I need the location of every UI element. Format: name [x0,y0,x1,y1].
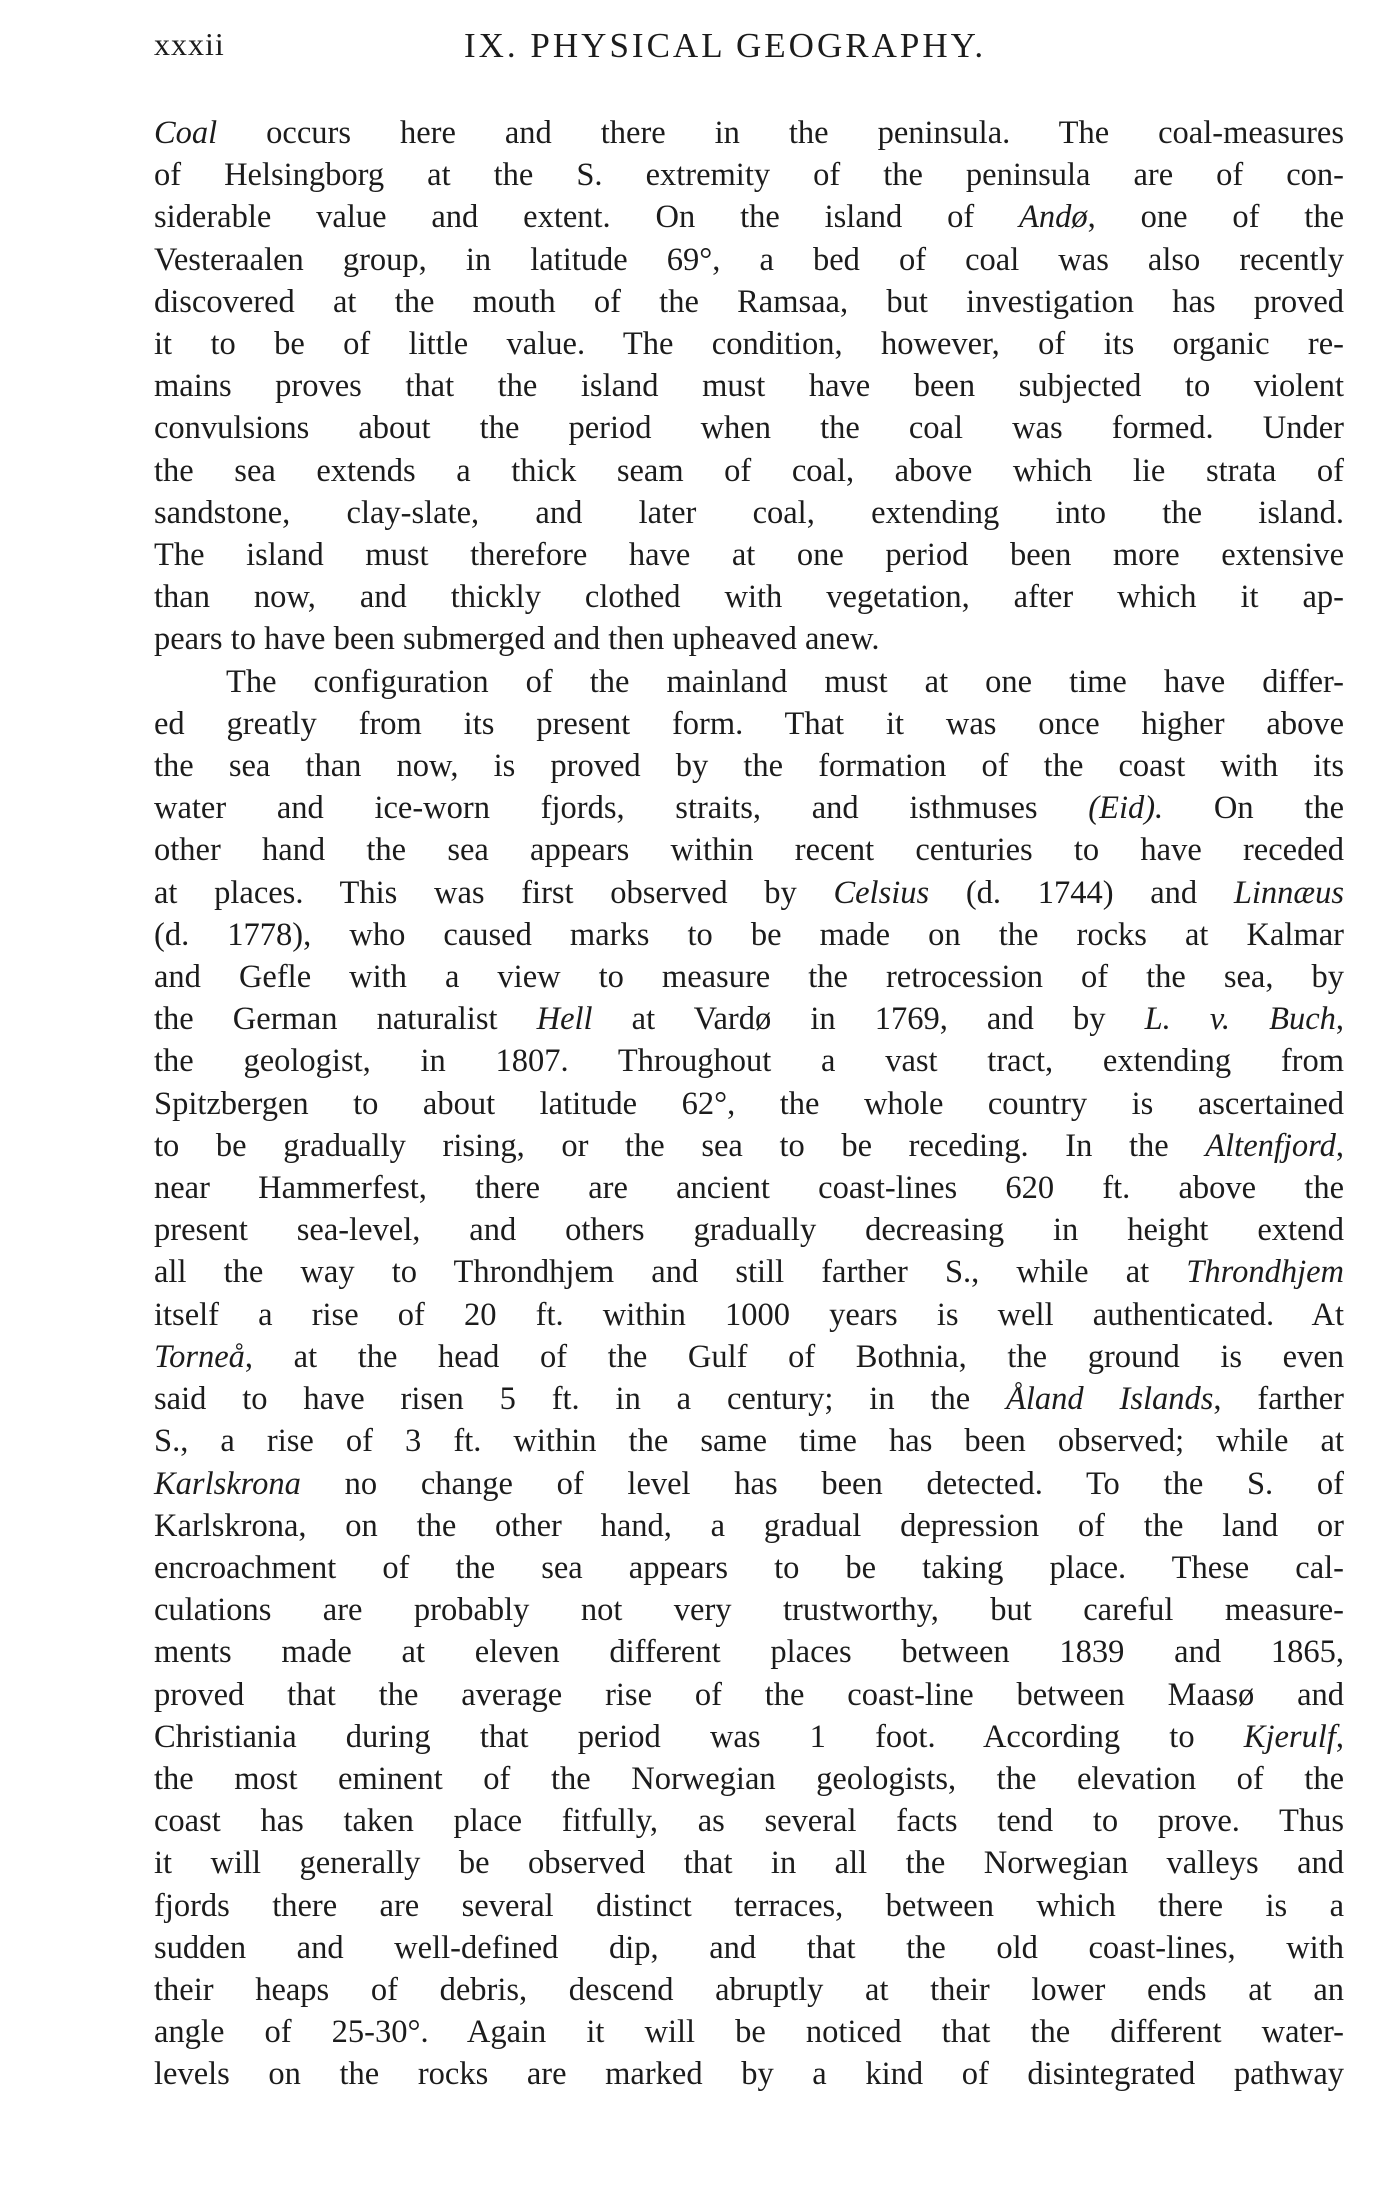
text-run: The configuration of the mainland must at one time have differ- [226,663,1344,700]
text-line [154,407,1344,449]
text-line [154,661,1344,703]
text-line [154,829,1344,871]
text-line [154,1125,1344,1167]
italic-term: L. v. Buch [1144,1001,1336,1038]
text-run: On the [1163,790,1344,827]
text-line [154,618,1344,660]
text-run: (d. 1744) and [929,874,1234,911]
text-line [154,872,1344,914]
text-line [154,1547,1344,1589]
italic-term: Torneå [154,1338,245,1375]
text-line [154,1251,1344,1293]
text-run: ed greatly from its present form. That it was once higher above [154,705,1344,742]
text-line [154,2011,1344,2053]
text-run: than now, and thickly clothed with vegetation, after which it ap- [154,579,1344,616]
text-run: the sea extends a thick seam of coal, above which lie strata of [154,452,1344,489]
text-line [154,365,1344,407]
text-line [154,703,1344,745]
text-run: itself a rise of 20 ft. within 1000 years is well authenticated. At [154,1296,1344,1333]
text-run: proved that the average rise of the coast-line between Maasø and [154,1676,1344,1713]
text-run: no change of level has been detected. To the S. of [300,1465,1344,1502]
running-title: IX. PHYSICAL GEOGRAPHY. [464,26,987,65]
italic-term: Linnæus [1233,874,1344,911]
text-line [154,1969,1344,2011]
text-run: their heaps of debris, descend abruptly at their lower ends at an [154,1971,1344,2008]
text-run: it to be of little value. The condition, however, of its organic re- [154,326,1344,363]
text-run: angle of 25-30°. Again it will be noticed that the different water- [154,2014,1344,2051]
text-run: near Hammerfest, there are ancient coast-lines 620 ft. above the [154,1170,1344,1207]
italic-term: Kjerulf [1243,1718,1336,1755]
text-run: other hand the sea appears within recent centuries to have receded [154,832,1344,869]
text-line [154,281,1344,323]
text-line [154,1505,1344,1547]
text-run: sudden and well-defined dip, and that the old coast-lines, with [154,1929,1344,1966]
text-line [154,112,1344,154]
text-run: it will generally be observed that in all the Norwegian valleys and [154,1845,1344,1882]
text-run: the sea than now, is proved by the formation of the coast with its [154,748,1344,785]
text-run: the German naturalist [154,1001,537,1038]
text-line [154,1631,1344,1673]
text-run: convulsions about the period when the coal was formed. Under [154,410,1344,447]
text-line [154,914,1344,956]
text-run: encroachment of the sea appears to be taking place. These cal- [154,1549,1344,1586]
text-line [154,1885,1344,1927]
text-run: The island must therefore have at one period been more extensive [154,537,1344,574]
text-line [154,1083,1344,1125]
italic-term: Åland Islands [1006,1381,1214,1418]
text-run: discovered at the mouth of the Ramsaa, but investigation has proved [154,283,1344,320]
text-line [154,1336,1344,1378]
text-run: Christiania during that period was 1 foot. According to [154,1718,1244,1755]
text-run: at Vardø in 1769, and by [592,1001,1145,1038]
text-run: , [1335,1001,1344,1038]
italic-term: Throndhjem [1186,1254,1344,1291]
text-run: , one of the [1087,199,1344,236]
paragraph-configuration [154,661,1344,2096]
text-run: siderable value and extent. On the island of [154,199,1020,236]
page-header [154,26,1344,76]
text-run: coast has taken place fitfully, as several facts tend to prove. Thus [154,1803,1344,1840]
text-line [154,1927,1344,1969]
italic-term: Andø [1019,199,1088,236]
text-run: (d. 1778), who caused marks to be made on the rocks at Kalmar [154,916,1344,953]
italic-term: Karlskrona [154,1465,301,1502]
body-text [154,112,1344,2096]
text-line [154,154,1344,196]
text-run: ments made at eleven different places between 1839 and 1865, [154,1634,1344,1671]
text-run: the geologist, in 1807. Throughout a vast tract, extending from [154,1043,1344,1080]
text-run: Karlskrona, on the other hand, a gradual depression of the land or [154,1507,1344,1544]
text-run: to be gradually rising, or the sea to be receding. In the [154,1127,1206,1164]
text-run: at places. This was first observed by [154,874,834,911]
text-run: , [1335,1718,1344,1755]
text-line [154,1294,1344,1336]
text-line [154,323,1344,365]
text-line [154,450,1344,492]
text-run: said to have risen 5 ft. in a century; in the [154,1381,1007,1418]
italic-term: Altenfjord [1205,1127,1336,1164]
text-run: , farther [1213,1381,1344,1418]
text-run: Vesteraalen group, in latitude 69°, a bed of coal was also recently [154,241,1344,278]
text-run: occurs here and there in the peninsula. The coal-measures [217,115,1344,151]
text-line [154,1378,1344,1420]
text-run: the most eminent of the Norwegian geologists, the elevation of the [154,1760,1344,1797]
paragraph-coal [154,112,1344,661]
text-line [154,1463,1344,1505]
text-run: mains proves that the island must have been subjected to violent [154,368,1344,405]
text-line [154,576,1344,618]
italic-term: Hell [536,1001,593,1038]
text-run: Spitzbergen to about latitude 62°, the whole country is ascertained [154,1085,1344,1122]
text-line [154,1167,1344,1209]
text-run: present sea-level, and others gradually decreasing in height extend [154,1212,1344,1249]
text-line [154,1800,1344,1842]
text-run: and Gefle with a view to measure the retrocession of the sea, by [154,959,1344,996]
text-line [154,1716,1344,1758]
text-run: levels on the rocks are marked by a kind of disintegrated pathway [154,2056,1344,2093]
text-line [154,1420,1344,1462]
text-line [154,196,1344,238]
text-line [154,492,1344,534]
italic-term: Celsius [833,874,930,911]
text-run: S., a rise of 3 ft. within the same time has been observed; while at [154,1423,1344,1460]
text-run: water and ice-worn fjords, straits, and isthmuses [154,790,1089,827]
page-number: xxxii [154,26,225,62]
text-run: of Helsingborg at the S. extremity of the peninsula are of con- [154,157,1344,194]
text-run: , at the head of the Gulf of Bothnia, the ground is even [244,1338,1344,1375]
text-line [154,2053,1344,2095]
text-line [154,1674,1344,1716]
text-line [154,1209,1344,1251]
text-line [154,1040,1344,1082]
text-line [154,745,1344,787]
text-line [154,998,1344,1040]
italic-term: (Eid). [1088,790,1164,827]
text-run: , [1335,1127,1344,1164]
text-run: sandstone, clay-slate, and later coal, extending into the island. [154,494,1344,531]
text-run: fjords there are several distinct terraces, between which there is a [154,1887,1344,1924]
text-line [154,1842,1344,1884]
text-line [154,787,1344,829]
text-line [154,1589,1344,1631]
text-run: all the way to Throndhjem and still farther S., while at [154,1254,1187,1291]
text-line [154,534,1344,576]
text-line [154,956,1344,998]
italic-term: Coal [154,115,218,151]
text-run: pears to have been submerged and then upheaved anew. [154,621,880,658]
text-run: culations are probably not very trustworthy, but careful measure- [154,1592,1344,1629]
text-line [154,239,1344,281]
text-line [154,1758,1344,1800]
